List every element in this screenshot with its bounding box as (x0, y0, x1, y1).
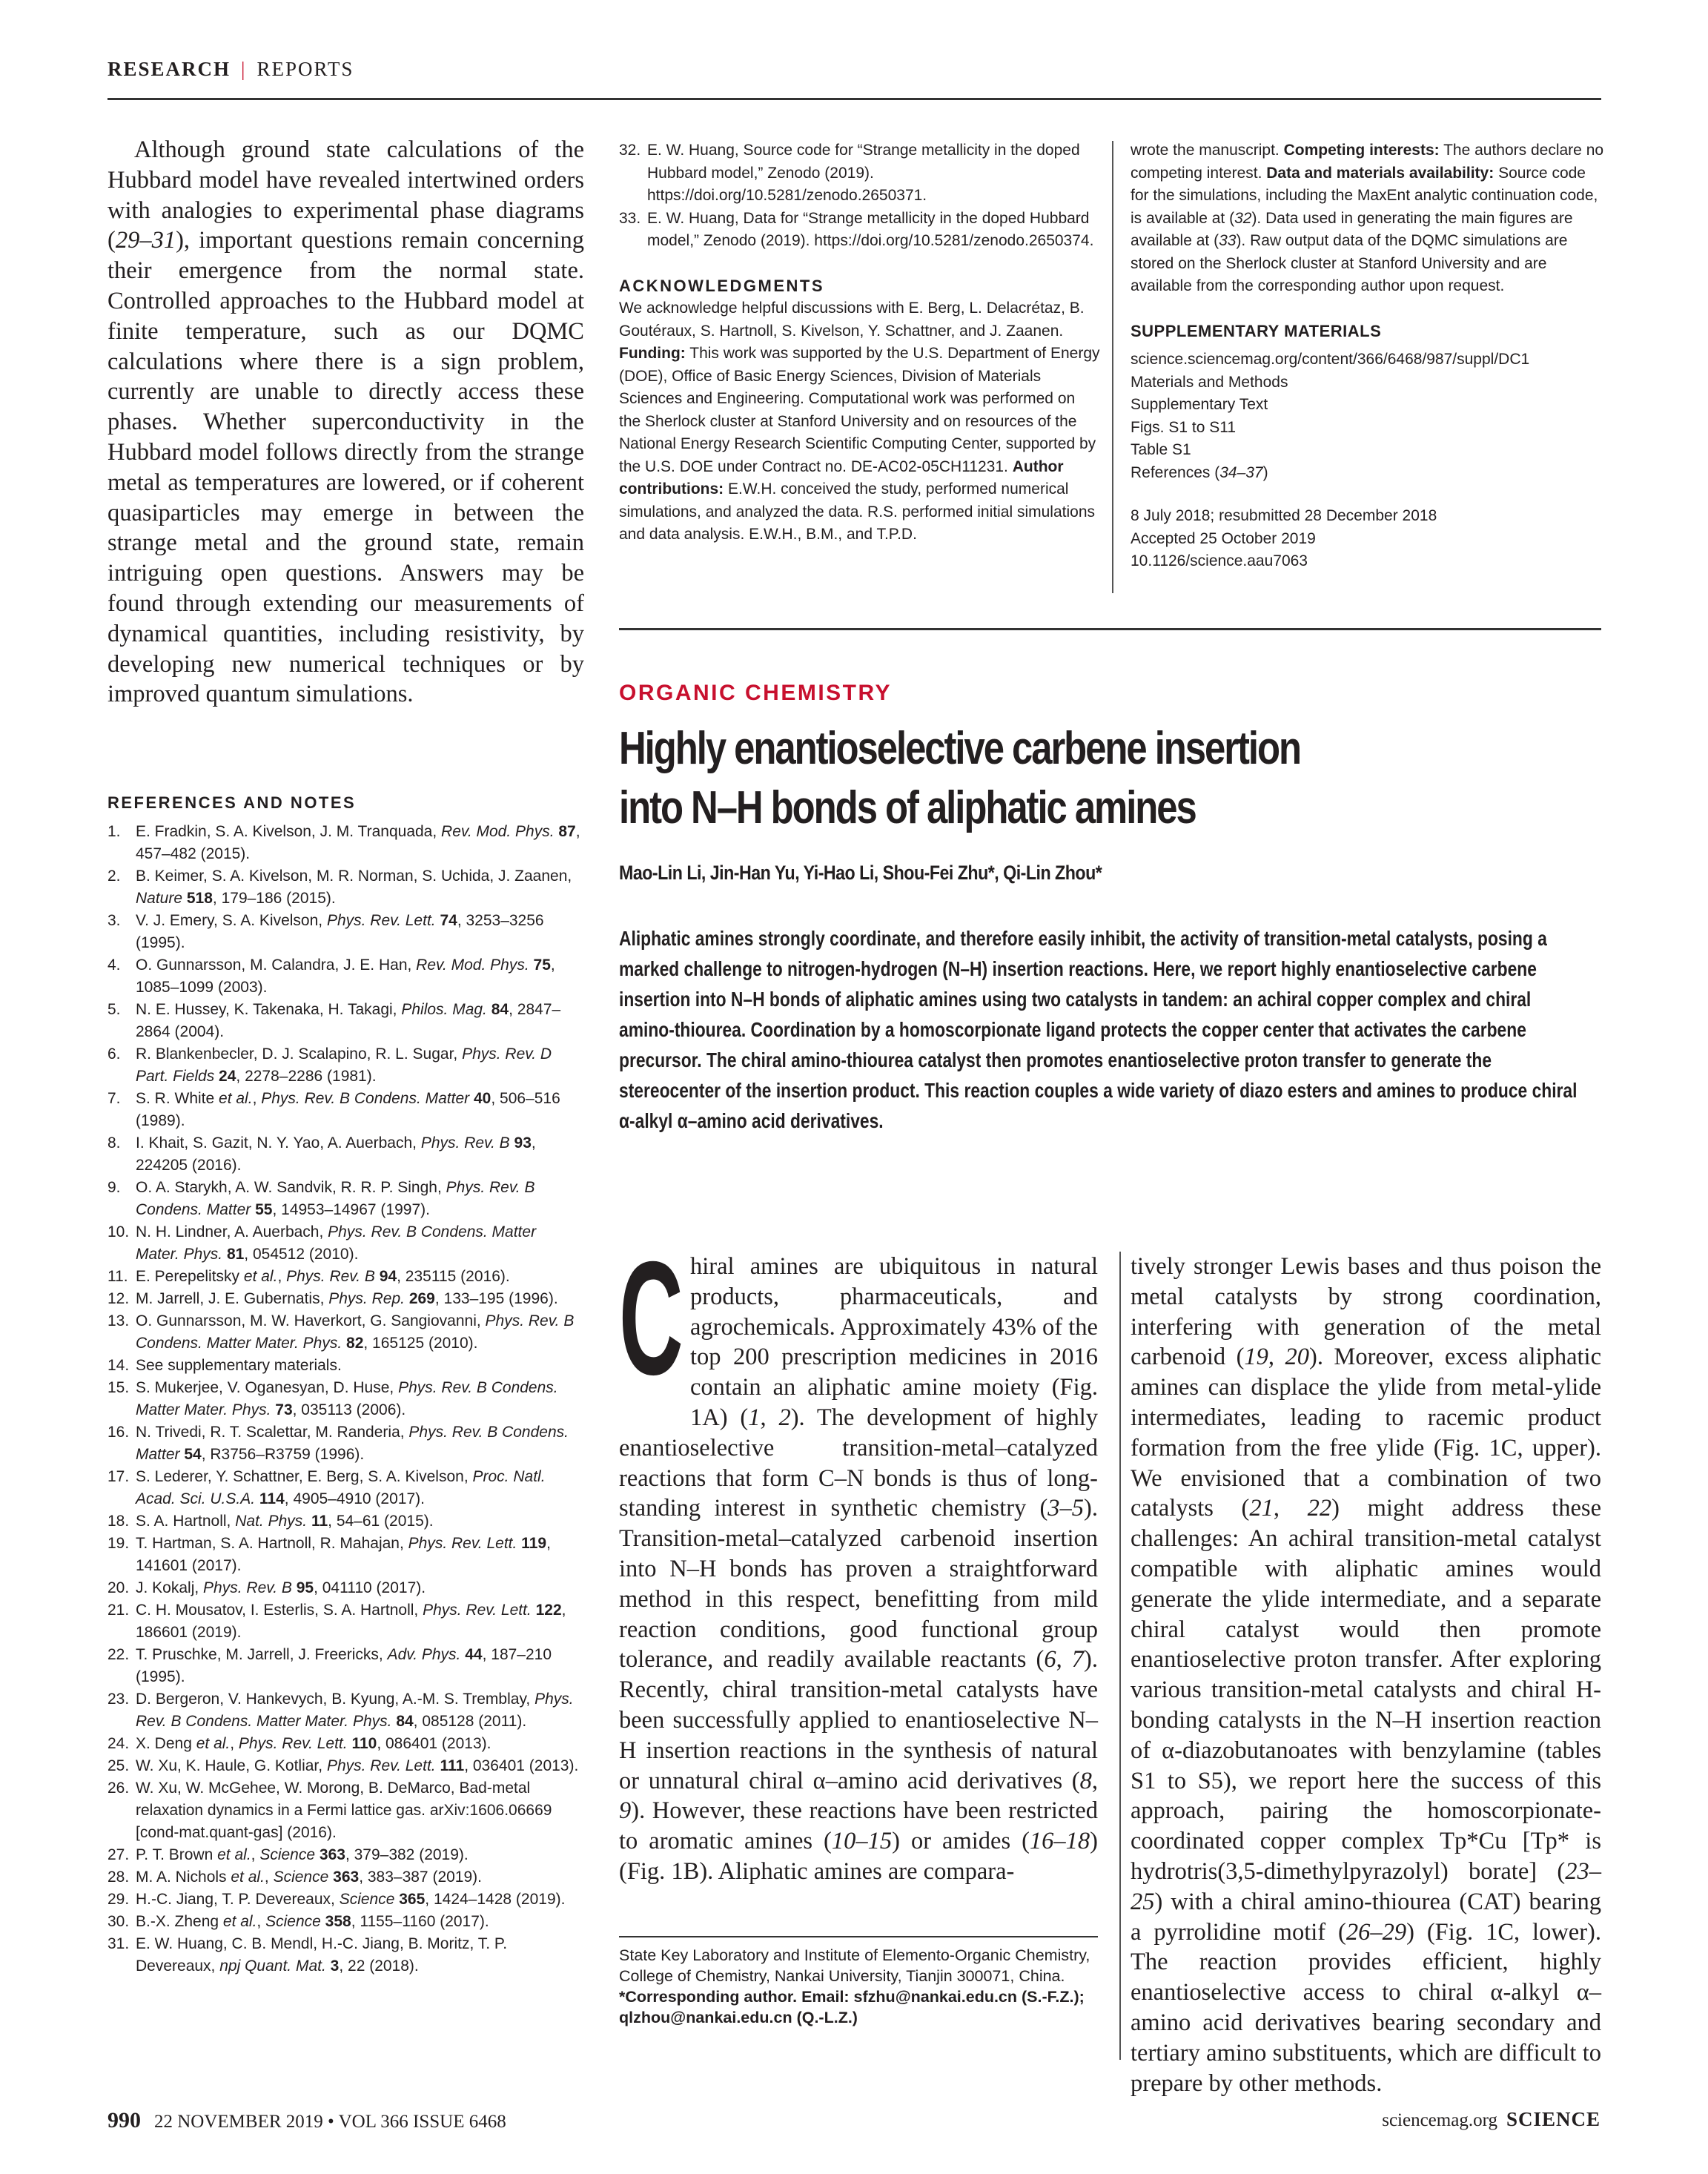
supplementary-url[interactable]: science.sciencemag.org/content/366/6468/987/suppl/DC1 (1131, 351, 1530, 368)
reference-number: 2. (107, 868, 121, 885)
reference-authors: M. Jarrell, J. E. Gubernatis, (136, 1290, 329, 1307)
reference-item (107, 954, 582, 999)
body-text: ) with a chiral amino-thiourea (CAT) bearing a pyrrolidine motif ( (1131, 1888, 1601, 1946)
reference-volume: 84 (396, 1713, 414, 1730)
reference-item (107, 1599, 582, 1644)
reference-pages: , 235115 (2016). (397, 1268, 510, 1285)
reference-item (107, 1377, 582, 1421)
reference-number: 18. (107, 1513, 130, 1530)
reference-journal: Phys. Rev. B Condens. Matter (136, 1424, 569, 1463)
reference-authors: S. Lederer, Y. Schattner, E. Berg, S. A. Kivelson, (136, 1468, 473, 1485)
reference-pages: , 14953–14967 (1997). (272, 1201, 430, 1218)
accepted-date: Accepted 25 October 2019 (1131, 529, 1316, 547)
reference-journal: Science (273, 1869, 329, 1886)
reference-authors: P. T. Brown (136, 1846, 218, 1863)
reference-journal: Phys. Rev. B Condens. Matter Mater. Phys. (136, 1691, 574, 1730)
reference-journal: Nat. Phys. (235, 1513, 308, 1530)
reference-authors: H.-C. Jiang, T. P. Devereaux, (136, 1891, 340, 1908)
reference-number: 17. (107, 1468, 130, 1485)
reference-volume: 363 (333, 1869, 360, 1886)
reference-authors: J. Kokalj, (136, 1579, 204, 1596)
article-body-column-2 (1131, 1252, 1601, 2098)
reference-pages: , 383–387 (2019). (359, 1869, 482, 1886)
reference-number: 19. (107, 1535, 130, 1552)
reference-journal: Phys. Rep. (328, 1290, 405, 1307)
reference-number: 3. (107, 912, 121, 929)
reference-volume: 269 (408, 1290, 435, 1307)
reference-number: 25. (107, 1757, 130, 1774)
reference-journal: Philos. Mag. (401, 1001, 487, 1018)
reference-journal: Phys. Rev. B Condens. Matter Mater. Phys. (136, 1379, 558, 1418)
reference-journal: Phys. Rev. B Condens. Matter (136, 1179, 535, 1218)
reference-pages: , 186601 (2019). (136, 1602, 566, 1641)
reference-item (107, 1533, 582, 1577)
reference-journal: Science (339, 1891, 395, 1908)
reference-authors: S. Mukerjee, V. Oganesyan, D. Huse, (136, 1379, 399, 1396)
reference-authors: C. H. Mousatov, I. Esterlis, S. A. Hartnoll, (136, 1602, 423, 1619)
reference-pages: , 054512 (2010). (244, 1246, 359, 1263)
supp-item: Figs. S1 to S11 (1131, 418, 1237, 436)
citation-link[interactable]: 26–29 (1345, 1918, 1407, 1946)
reference-authors: N. H. Lindner, A. Auerbach, (136, 1223, 328, 1240)
affiliation-rule (619, 1936, 1098, 1937)
reference-authors: B. Keimer, S. A. Kivelson, M. R. Norman, S. Uchida, J. Zaanen, (136, 868, 572, 885)
reference-volume: 87 (558, 823, 576, 840)
body-paragraph (619, 1229, 1098, 1887)
competing-label: Competing interests: (1283, 142, 1440, 159)
subsection-label: REPORTS (256, 58, 354, 80)
reference-text: , (230, 1735, 239, 1752)
reference-authors: E. W. Huang, C. B. Mendl, H.-C. Jiang, B. Moritz, T. P. Devereaux, (136, 1935, 508, 1975)
reference-item (107, 1310, 582, 1355)
reference-authors: O. Gunnarsson, M. W. Haverkort, G. Sangiovanni, (136, 1312, 486, 1329)
supp-item: Materials and Methods (1131, 373, 1288, 391)
body-text: ). However, these reactions have been restricted to aromatic amines ( (619, 1797, 1098, 1855)
reference-pages: , 035113 (2006). (292, 1401, 406, 1418)
reference-etal: et al. (217, 1846, 251, 1863)
drop-cap: C (619, 1229, 683, 1409)
paragraph-text: ), important questions remain concerning their emergence from the normal state. Controlled approaches to the Hubbard model at finite temperature, such as our DQMC calculations where there is a sign problem, currently are unable to directly access these phases. Whether superconductivity in the Hubbard model follows directly from the strange metal as temperatures are lowered, or if coherent quasiparticles may emerge in between the strange metal and the ground state, remain intriguing open questions. Answers may be found through extending our measurements of dynamical quantities, including resistivity, by developing new numerical techniques or by improved quantum simulations. (107, 227, 584, 708)
reference-pages: , 179–186 (2015). (212, 890, 336, 907)
reference-pages: , 133–195 (1996). (434, 1290, 558, 1307)
column-divider-top (1112, 141, 1113, 593)
reference-number: 8. (107, 1134, 121, 1152)
reference-number: 16. (107, 1424, 130, 1441)
reference-authors: I. Khait, S. Gazit, N. Y. Yao, A. Auerbach, (136, 1134, 421, 1152)
received-date: 8 July 2018; resubmitted 28 December 2018 (1131, 507, 1437, 524)
citation-link[interactable]: 6 (1044, 1646, 1056, 1674)
citation-link[interactable]: 1 (748, 1404, 761, 1431)
reference-authors: V. J. Emery, S. A. Kivelson, (136, 912, 327, 929)
body-text: hiral amines are ubiquitous in natural products, pharmaceuticals, and agrochemicals. Approximately 43% of the top 200 prescription medicines in 2016 contain an aliphatic amine moiety (Fig. 1A) ( (690, 1253, 1098, 1431)
reference-volume: 74 (440, 912, 457, 929)
reference-item (107, 1577, 582, 1599)
reference-number: 12. (107, 1290, 130, 1307)
reference-journal: Rev. Mod. Phys. (416, 957, 529, 974)
reference-item (107, 1466, 582, 1510)
reference-authors: W. Xu, W. McGehee, W. Morong, B. DeMarco, Bad-metal relaxation dynamics in a Fermi lattice gas. arXiv:1606.06669 [cond-mat.quant-gas] (2016). (136, 1780, 552, 1841)
data-text: ). Data used in generating the main figures are available at ( (1131, 209, 1573, 249)
reference-pages: , R3756–R3759 (1996). (201, 1446, 365, 1463)
reference-volume: 24 (219, 1068, 236, 1085)
reference-text: , (256, 1913, 266, 1930)
supp-item: Table S1 (1131, 441, 1191, 458)
reference-pages: , 457–482 (2015). (136, 823, 580, 862)
reference-item (107, 1043, 582, 1088)
reference-number: 20. (107, 1579, 130, 1596)
reference-text: , (277, 1268, 287, 1285)
funding-label: Funding: (619, 345, 686, 362)
supp-ref-text: ) (1262, 463, 1268, 481)
footer-left (107, 2108, 506, 2133)
reference-number: 6. (107, 1045, 121, 1063)
citation-link[interactable]: 29–31 (115, 227, 176, 254)
references-list (107, 821, 582, 1978)
reference-pages: , 1155–1160 (2017). (351, 1913, 489, 1930)
reference-volume: 114 (259, 1490, 285, 1507)
reference-authors: T. Pruschke, M. Jarrell, J. Freericks, (136, 1646, 388, 1663)
reference-etal: et al. (243, 1268, 278, 1285)
section-header (107, 58, 354, 81)
article-separator-rule (619, 628, 1601, 630)
reference-authors: O. A. Starykh, A. W. Sandvik, R. R. P. Singh, (136, 1179, 446, 1196)
reference-item (619, 139, 1101, 208)
reference-text: E. W. Huang, Data for “Strange metallicity in the doped Hubbard model,” Zenodo (2019). https://doi.org/10.5281/zenodo.2650374. (647, 209, 1094, 249)
reference-number: 31. (107, 1935, 130, 1952)
reference-journal: Phys. Rev. Lett. (238, 1735, 348, 1752)
reference-item (107, 1510, 582, 1533)
citation-link[interactable]: 19 (1244, 1344, 1268, 1371)
citation-link[interactable]: 2 (778, 1404, 791, 1431)
reference-item (107, 1911, 582, 1933)
reference-authors: See supplementary materials. (136, 1357, 342, 1374)
footer-right (1382, 2108, 1601, 2131)
citation-link[interactable]: 33 (1219, 232, 1237, 249)
reference-pages: , 2278–2286 (1981). (236, 1068, 377, 1085)
reference-volume: 75 (533, 957, 551, 974)
body-text: ). The development of highly enantioselective transition-metal–catalyzed reactions that form C–N bonds is thus of long-standing interest in synthetic chemistry ( (619, 1404, 1098, 1522)
right-top-block (1131, 139, 1605, 573)
reference-authors: S. R. White (136, 1090, 219, 1107)
body-text: , (1091, 1767, 1098, 1794)
data-text: ). Raw output data of the DQMC simulations are stored on the Sherlock cluster at Stanford University and are available from the corresponding author upon request. (1131, 232, 1568, 294)
reference-item (107, 1933, 582, 1978)
reference-journal: Science (259, 1846, 316, 1863)
citation-link[interactable]: 20 (1285, 1344, 1310, 1371)
citation-link[interactable]: 7 (1071, 1646, 1085, 1674)
section-label: RESEARCH (107, 58, 231, 80)
body-text: ) or amides ( (892, 1828, 1030, 1855)
reference-number: 14. (107, 1357, 130, 1374)
reference-journal: Nature (136, 890, 183, 907)
reference-number: 1. (107, 823, 121, 840)
article-body-column-1 (619, 1229, 1098, 1887)
reference-volume: 94 (379, 1268, 397, 1285)
body-text: , (760, 1404, 779, 1431)
supp-item: Supplementary Text (1131, 396, 1268, 413)
doi[interactable]: 10.1126/science.aau7063 (1131, 552, 1308, 569)
reference-pages: , 4905–4910 (2017). (284, 1490, 425, 1507)
reference-number: 10. (107, 1223, 130, 1240)
reference-number: 28. (107, 1869, 130, 1886)
citation-link[interactable]: 16–18 (1029, 1828, 1090, 1855)
reference-pages: , 2847–2864 (2004). (136, 1001, 561, 1040)
reference-volume: 358 (325, 1913, 351, 1930)
reference-journal: Phys. Rev. Lett. (408, 1535, 517, 1552)
reference-number: 7. (107, 1090, 121, 1107)
reference-authors: T. Hartman, S. A. Hartnoll, R. Mahajan, (136, 1535, 408, 1552)
reference-etal: et al. (222, 1913, 257, 1930)
reference-item (107, 910, 582, 954)
competing-text: The authors declare no competing interest. (1131, 142, 1604, 182)
reference-etal: et al. (231, 1869, 265, 1886)
reference-pages: , 506–516 (1989). (136, 1090, 560, 1129)
reference-number: 32. (619, 142, 641, 159)
reference-pages: , 224205 (2016). (136, 1134, 536, 1174)
reference-number: 26. (107, 1780, 130, 1797)
reference-item (107, 865, 582, 910)
contributions-text: E.W.H. conceived the study, performed numerical simulations, and analyzed the data. R.S. performed initial simulations and data analysis. E.W.H., B.M., and T.P.D. (619, 480, 1095, 543)
contributions-label: Author contributions: (619, 457, 1064, 498)
reference-journal: Rev. Mod. Phys. (441, 823, 555, 840)
title-line: Highly enantioselective carbene insertion (619, 723, 1300, 774)
reference-etal: et al. (219, 1090, 253, 1107)
reference-pages: , 22 (2018). (339, 1957, 419, 1975)
reference-item (107, 1777, 582, 1844)
citation-link[interactable]: 22 (1307, 1495, 1332, 1522)
reference-text: , (251, 1846, 260, 1863)
corresponding-author: *Corresponding author. Email: sfzhu@nankai.edu.cn (S.-F.Z.); qlzhou@nankai.edu.cn (Q.-L.Z.) (619, 1988, 1085, 2026)
journal-brand: SCIENCE (1506, 2108, 1601, 2130)
body-text: ). Moreover, excess aliphatic amines can displace the ylide from metal-ylide intermediates, leading to racemic product formation from the free ylide (Fig. 1C, upper). We envisioned that a combination of two catalysts ( (1131, 1344, 1602, 1522)
reference-item (107, 1755, 582, 1777)
acknowledgments-text (619, 297, 1101, 546)
reference-volume: 111 (440, 1757, 465, 1774)
reference-pages: , 1085–1099 (2003). (136, 957, 555, 996)
citation-link[interactable]: 32 (1234, 209, 1252, 227)
header-rule (107, 98, 1601, 100)
reference-volume: 365 (399, 1891, 426, 1908)
reference-number: 29. (107, 1891, 130, 1908)
reference-number: 30. (107, 1913, 130, 1930)
body-paragraph (1131, 1252, 1601, 2098)
reference-number: 5. (107, 1001, 121, 1018)
body-text: ) (Fig. 1C, lower). The reaction provides efficient, highly enantioselective access to chiral α-alkyl α–amino acid derivatives bearing secondary and tertiary amino substituents, which are difficult to prepare by other methods. (1131, 1918, 1601, 2097)
page-number: 990 (107, 2108, 141, 2132)
citation-link[interactable]: 9 (619, 1797, 632, 1825)
reference-volume: 119 (521, 1535, 547, 1552)
reference-item (107, 1177, 582, 1221)
reference-item (619, 208, 1101, 253)
abstract-text: Aliphatic amines strongly coordinate, and therefore easily inhibit, the activity of transition-metal catalysts, posing a marked challenge to nitrogen-hydrogen (N–H) insertion reactions. Here, we report highly enantioselective carbene insertion into N–H bonds of aliphatic amines using two catalysts in tandem: an achiral copper complex and chiral amino-thiourea. Coordination by a homoscorpionate ligand protects the copper center that activates the carbene precursor. The chiral amino-thiourea catalyst then promotes enantioselective proton transfer to generate the stereocenter of the insertion product. This reaction couples a wide variety of diazo esters and amines to produce chiral α-alkyl α–amino acid derivatives. (619, 927, 1578, 1132)
body-text: ). Recently, chiral transition-metal catalysts have been successfully applied to enantioselective N–H insertion reactions in the synthesis of natural or unnatural chiral α–amino acid derivatives ( (619, 1646, 1098, 1794)
body-text: , (1268, 1344, 1285, 1371)
body-text: tively stronger Lewis bases and thus poison the metal catalysts by strong coordination, interfering with generation of the metal carbenoid ( (1131, 1253, 1601, 1371)
reference-item (107, 1688, 582, 1733)
reference-volume: 40 (473, 1090, 491, 1107)
article-kicker: ORGANIC CHEMISTRY (619, 681, 893, 705)
ack-text: We acknowledge helpful discussions with E. Berg, L. Delacrétaz, B. Goutéraux, S. Hartnoll, S. Kivelson, Y. Schattner, and J. Zaanen. (619, 300, 1085, 340)
reference-number: 24. (107, 1735, 130, 1752)
reference-number: 23. (107, 1691, 130, 1708)
citation-link[interactable]: 21 (1249, 1495, 1274, 1522)
reference-item (107, 1088, 582, 1132)
reference-etal: et al. (196, 1735, 231, 1752)
reference-volume: 82 (346, 1335, 364, 1352)
reference-journal: Phys. Rev. Lett. (423, 1602, 532, 1619)
title-line: into N–H bonds of aliphatic amines (619, 782, 1196, 833)
reference-journal: Adv. Phys. (387, 1646, 461, 1663)
reference-number: 21. (107, 1602, 130, 1619)
reference-volume: 93 (514, 1134, 532, 1152)
reference-pages: , 086401 (2013). (377, 1735, 491, 1752)
supp-references (1131, 462, 1605, 485)
reference-volume: 363 (319, 1846, 345, 1863)
reference-text: , (252, 1090, 262, 1107)
header-separator: | (241, 58, 247, 80)
reference-item (107, 1733, 582, 1755)
reference-pages: , 1424–1428 (2019). (425, 1891, 566, 1908)
reference-number: 9. (107, 1179, 121, 1196)
reference-item (107, 1132, 582, 1177)
reference-volume: 3 (330, 1957, 340, 1975)
reference-journal: Proc. Natl. Acad. Sci. U.S.A. (136, 1468, 546, 1507)
reference-number: 33. (619, 209, 641, 227)
issue-info: 22 NOVEMBER 2019 • VOL 366 ISSUE 6468 (154, 2112, 506, 2132)
reference-item (107, 1644, 582, 1688)
body-text: ) might address these challenges: An achiral transition-metal catalyst compatible with aliphatic amines would generate the ylide intermediate, and a separate chiral catalyst would then promote enantioselective proton transfer. After exploring various transition-metal catalysts and chiral H-bonding catalysts in the N–H insertion reaction of α-diazobutanoates with benzylamine (tables S1 to S5), we report here the success of this approach, pairing the homoscorpionate-coordinated copper complex Tp*Cu [Tp* is hydrotris(3,5-dimethylpyrazolyl) borate] ( (1131, 1495, 1602, 1885)
data-availability-label: Data and materials availability: (1266, 164, 1494, 182)
affiliation-text: State Key Laboratory and Institute of Elemento-Organic Chemistry, College of Chemistry, Nankai University, Tianjin 300071, China. (619, 1946, 1090, 1985)
reference-journal: Phys. Rev. B Condens. Matter Mater. Phys. (136, 1223, 537, 1263)
contributions-continued: wrote the manuscript. (1131, 142, 1284, 159)
column-divider-bottom (1119, 1252, 1121, 2060)
reference-volume: 110 (351, 1735, 377, 1752)
reference-item (107, 1355, 582, 1377)
reference-authors: E. Perepelitsky (136, 1268, 244, 1285)
reference-authors: X. Deng (136, 1735, 196, 1752)
reference-volume: 55 (255, 1201, 273, 1218)
reference-journal: Phys. Rev. B Condens. Matter Mater. Phys. (136, 1312, 575, 1352)
funding-text: This work was supported by the U.S. Department of Energy (DOE), Office of Basic Energy Sciences, Division of Materials Sciences and Engineering. Computational work was performed on the Sherlock cluster at Stanford University and on resources of the National Energy Research Scientific Computing Center, supported by the U.S. DOE under Contract no. DE-AC02-05CH11231. (619, 345, 1100, 475)
article-title (619, 719, 1409, 838)
citation-link[interactable]: 34–37 (1219, 463, 1263, 481)
paragraph-text: Although ground state calculations of the Hubbard model have revealed intertwined orders with analogies to experimental phase diagrams ( (107, 136, 584, 254)
reference-volume: 95 (296, 1579, 314, 1596)
citation-link[interactable]: 8 (1079, 1767, 1092, 1794)
reference-number: 4. (107, 957, 121, 974)
reference-journal: Science (265, 1913, 321, 1930)
body-text: ). Transition-metal–catalyzed carbenoid insertion into N–H bonds has proven a straightforward method in this respect, benefitting from mild reaction conditions, good functional group tolerance, and readily available reactants ( (619, 1495, 1098, 1674)
reference-number: 27. (107, 1846, 130, 1863)
previous-article-conclusion (107, 135, 584, 710)
competing-data-text (1131, 139, 1605, 298)
reference-volume: 73 (275, 1401, 293, 1418)
reference-authors: M. A. Nichols (136, 1869, 231, 1886)
acknowledgments-heading: ACKNOWLEDGMENTS (619, 276, 825, 295)
reference-authors: W. Xu, K. Haule, G. Kotliar, (136, 1757, 327, 1774)
reference-authors: N. Trivedi, R. T. Scalettar, M. Randeria, (136, 1424, 409, 1441)
reference-item (107, 999, 582, 1043)
body-text: , (1056, 1646, 1072, 1674)
citation-link[interactable]: 3–5 (1047, 1495, 1085, 1522)
reference-volume: 54 (184, 1446, 202, 1463)
reference-authors: B.-X. Zheng (136, 1913, 223, 1930)
reference-pages: , 141601 (2017). (136, 1535, 551, 1574)
supp-ref-text: References ( (1131, 463, 1220, 481)
middle-top-block (619, 139, 1101, 546)
body-text: , (1273, 1495, 1308, 1522)
reference-pages: , 165125 (2010). (363, 1335, 478, 1352)
reference-volume: 122 (535, 1602, 562, 1619)
reference-text: , (264, 1869, 274, 1886)
article-authors: Mao-Lin Li, Jin-Han Yu, Yi-Hao Li, Shou-Fei Zhu*, Qi-Lin Zhou* (619, 862, 1102, 884)
reference-pages: , 379–382 (2019). (345, 1846, 469, 1863)
reference-journal: npj Quant. Mat. (219, 1957, 326, 1975)
reference-item (107, 1866, 582, 1889)
reference-number: 22. (107, 1646, 130, 1663)
reference-pages: , 187–210 (1995). (136, 1646, 552, 1685)
reference-pages: , 085128 (2011). (413, 1713, 527, 1730)
reference-text: E. W. Huang, Source code for “Strange metallicity in the doped Hubbard model,” Zenodo (2019). https://doi.org/10.5281/zenodo.2650371. (647, 142, 1080, 204)
reference-volume: 84 (491, 1001, 509, 1018)
reference-authors: N. E. Hussey, K. Takenaka, H. Takagi, (136, 1001, 402, 1018)
reference-journal: Phys. Rev. B (203, 1579, 292, 1596)
reference-item (107, 1889, 582, 1911)
reference-number: 11. (107, 1268, 128, 1285)
reference-number: 15. (107, 1379, 130, 1396)
citation-link[interactable]: 23–25 (1131, 1857, 1601, 1915)
citation-link[interactable]: 10–15 (831, 1828, 893, 1855)
reference-pages: , 54–61 (2015). (328, 1513, 434, 1530)
reference-volume: 11 (311, 1513, 328, 1530)
column-gutter (601, 139, 603, 2060)
reference-journal: Phys. Rev. Lett. (326, 1757, 436, 1774)
reference-item (107, 1221, 582, 1266)
reference-volume: 44 (465, 1646, 483, 1663)
reference-authors: E. Fradkin, S. A. Kivelson, J. M. Tranquada, (136, 823, 442, 840)
reference-item (107, 1421, 582, 1466)
reference-pages: , 3253–3256 (1995). (136, 912, 544, 951)
reference-journal: Phys. Rev. B Condens. Matter (261, 1090, 470, 1107)
reference-item (107, 1288, 582, 1310)
reference-authors: D. Bergeron, V. Hankevych, B. Kyung, A.-M. S. Tremblay, (136, 1691, 535, 1708)
supplementary-heading: SUPPLEMENTARY MATERIALS (1131, 321, 1382, 340)
reference-journal: Phys. Rev. B (286, 1268, 375, 1285)
reference-pages: , 036401 (2013). (464, 1757, 579, 1774)
site-link[interactable]: sciencemag.org (1382, 2110, 1497, 2130)
reference-authors: R. Blankenbecler, D. J. Scalapino, R. L. Sugar, (136, 1045, 463, 1063)
affiliation-block (619, 1945, 1098, 2028)
reference-journal: Phys. Rev. D Part. Fields (136, 1045, 552, 1085)
reference-authors: O. Gunnarsson, M. Calandra, J. E. Han, (136, 957, 417, 974)
reference-journal: Phys. Rev. B (420, 1134, 510, 1152)
reference-volume: 518 (186, 890, 213, 907)
reference-volume: 81 (226, 1246, 245, 1263)
reference-item (107, 821, 582, 865)
reference-item (107, 1844, 582, 1866)
reference-authors: S. A. Hartnoll, (136, 1513, 236, 1530)
reference-number: 13. (107, 1312, 130, 1329)
references-heading: REFERENCES AND NOTES (107, 793, 357, 812)
reference-item (107, 1266, 582, 1288)
body-text: ) (Fig. 1B). Aliphatic amines are compara- (619, 1828, 1098, 1885)
article-abstract (619, 923, 1579, 1136)
reference-journal: Phys. Rev. Lett. (326, 912, 436, 929)
reference-pages: , 041110 (2017). (314, 1579, 426, 1596)
data-text: Source code for the simulations, including the MaxEnt analytic continuation code, is available at ( (1131, 164, 1598, 227)
